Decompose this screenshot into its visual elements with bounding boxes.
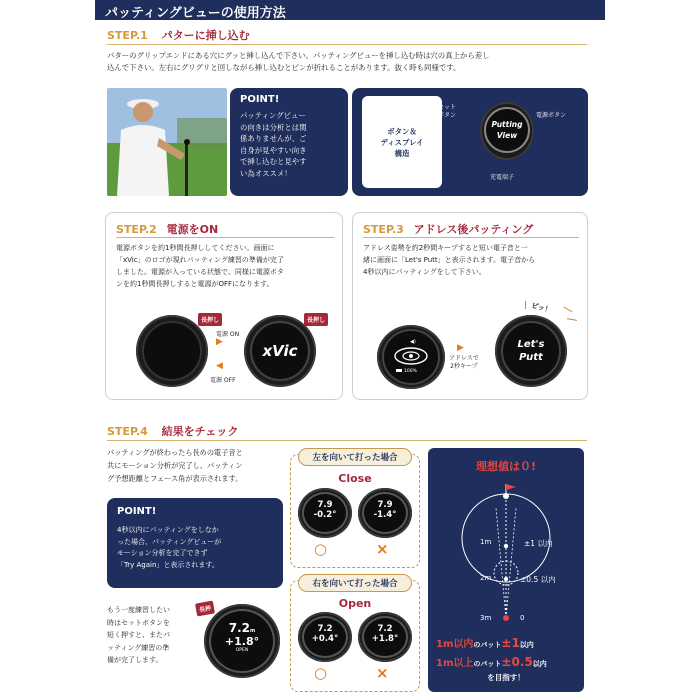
open-a-distance: 7.2 bbox=[317, 624, 333, 634]
step4-body: パッティングが終わったら長めの電子音と 共にモーション分析が完了し、パッティン グ予想距離とフェース角が表示されます。 bbox=[107, 448, 243, 483]
close-a-distance: 7.9 bbox=[317, 500, 333, 510]
structure-label: ボタン＆ ディスプレイ 構造 bbox=[380, 126, 424, 158]
close-label: Close bbox=[338, 472, 372, 485]
step2-heading: 電源をON bbox=[166, 223, 219, 236]
structure-label-box bbox=[362, 96, 442, 188]
ideal-title: 理想値は０! bbox=[475, 460, 537, 473]
result-unit: m bbox=[250, 628, 256, 634]
beep-label: ピッ！ bbox=[530, 301, 553, 315]
step2-body: 電源ボタンを約1秒間長押ししてください。画面に 「xVic」のロゴが現れパッティング練習の準備が完了 しました。電源が入っている状態で、同様に電源ボタ ンを約1秒間長押しすると電源がOFFになります。 bbox=[116, 244, 284, 288]
device-close-a bbox=[298, 488, 352, 538]
press-tag-on: 長押し bbox=[304, 313, 328, 326]
step4-title bbox=[107, 423, 238, 439]
result-status: OPEN bbox=[235, 648, 249, 653]
target-icon bbox=[384, 331, 438, 383]
golfer-photo bbox=[107, 88, 227, 196]
bad-mark-icon: × bbox=[376, 540, 389, 558]
ball-icon bbox=[503, 615, 509, 621]
point-title: POINT! bbox=[117, 506, 157, 517]
open-b-distance: 7.2 bbox=[377, 624, 393, 634]
point-card-step1 bbox=[230, 88, 348, 196]
charge-port-label: 充電端子 bbox=[490, 174, 515, 181]
hold-label: アドレスで 2秒キープ bbox=[449, 355, 479, 370]
putting-view-device bbox=[480, 102, 534, 160]
power-on-label: 電源 ON bbox=[216, 331, 240, 338]
xvic-logo: xVic bbox=[262, 342, 298, 360]
svg-text:◀): ◀) bbox=[410, 339, 416, 345]
power-button-label: 電源ボタン bbox=[536, 112, 567, 119]
zero-label: 0 bbox=[520, 614, 525, 622]
step3-heading: アドレス後パッティング bbox=[413, 223, 534, 236]
step3-body: アドレス姿勢を約2秒間キープすると短い電子音と一 緒に画面に「Let's Putt」と表示されます。電子音から 4秒以内にパッティングをして下さい。 bbox=[363, 244, 536, 276]
arrow-right-icon: ▶ bbox=[216, 337, 223, 347]
power-off-label: 電源 OFF bbox=[210, 377, 236, 384]
step2-title bbox=[116, 221, 218, 237]
flag-icon bbox=[506, 484, 516, 490]
distance-1m: 1m bbox=[480, 538, 492, 546]
point-body: パッティングビュー の向きは分析とは関 係ありませんが、ご 自身が見やすい向き で挿し込むと見やす い為オススメ！ bbox=[240, 111, 307, 178]
beep-ray-icon bbox=[525, 301, 526, 309]
device-close-b bbox=[358, 488, 412, 538]
step1-divider bbox=[107, 44, 587, 45]
open-label: Open bbox=[338, 597, 372, 610]
step3-card bbox=[352, 212, 588, 400]
right-header-pill: 右を向いて打った場合 bbox=[298, 574, 412, 592]
device-powered-off bbox=[136, 315, 208, 387]
device-screen-text: Putting View bbox=[491, 120, 523, 140]
set-button-label: セット ボタン bbox=[438, 104, 457, 119]
retry-note: もう一度練習したい 時はセットボタンを 短く押すと、またパ ッティング練習の準 備が完了します。 bbox=[107, 606, 170, 664]
tolerance-1: ±1 以内 bbox=[524, 539, 553, 548]
ideal-line-2: 1m以上のパット±0.5以内 bbox=[436, 655, 547, 669]
ideal-line-3: を目指す！ bbox=[487, 673, 525, 682]
structure-diagram bbox=[352, 88, 588, 196]
battery-label: 100% bbox=[404, 369, 417, 374]
good-mark-icon: ○ bbox=[314, 540, 328, 558]
open-a-angle: +0.4° bbox=[311, 634, 339, 644]
good-mark-icon: ○ bbox=[314, 664, 328, 682]
left-header-pill: 左を向いて打った場合 bbox=[298, 448, 412, 466]
device-lets-putt-screen bbox=[495, 315, 567, 387]
page-header bbox=[95, 0, 605, 20]
ideal-line-1: 1m以内のパット±1以内 bbox=[436, 636, 534, 650]
arrow-left-icon: ◀ bbox=[216, 361, 223, 371]
tolerance-2: ±0.5 以内 bbox=[520, 575, 556, 584]
result-angle: +1.8° bbox=[224, 635, 260, 648]
bad-mark-icon: × bbox=[376, 664, 389, 682]
distance-3m: 3m bbox=[480, 614, 492, 622]
point-body: 4秒以内にパッティングをしなか った場合、パッティングビューが モーション分析を完了できず 「Try Again」と表示されます。 bbox=[117, 526, 222, 569]
close-a-angle: -0.2° bbox=[313, 510, 337, 520]
step3-title bbox=[363, 221, 533, 237]
arrow-right-icon: ▶ bbox=[457, 343, 464, 353]
point-title: POINT! bbox=[240, 94, 280, 105]
close-b-angle: -1.4° bbox=[373, 510, 397, 520]
press-tag-result: 長押 bbox=[195, 601, 215, 617]
device-open-a bbox=[298, 612, 352, 662]
close-b-distance: 7.9 bbox=[377, 500, 393, 510]
step1-title bbox=[107, 27, 250, 43]
device-open-b bbox=[358, 612, 412, 662]
step1-heading: パターに挿し込む bbox=[161, 29, 250, 42]
step1-body: パターのグリップエンドにある穴にグッと挿し込んで下さい。パッティングビューを挿し込む時は穴の真上から差し 込んで下さい。左右にグリグリと回しながら挿し込むとピンが折れることがあります。抜く時も同様です。 bbox=[107, 51, 490, 72]
step2-number: STEP.2 bbox=[116, 223, 157, 236]
result-distance: 7.2 bbox=[228, 621, 251, 635]
distance-2m: 2m bbox=[480, 574, 492, 582]
step4-number: STEP.4 bbox=[107, 425, 148, 438]
step1-number: STEP.1 bbox=[107, 29, 148, 42]
press-tag-off: 長押し bbox=[198, 313, 222, 326]
open-b-angle: +1.8° bbox=[371, 634, 399, 644]
point-card-step4 bbox=[107, 498, 283, 588]
device-address-screen bbox=[377, 325, 445, 389]
lets-putt-text: Let's Putt bbox=[517, 339, 545, 363]
beep-ray-icon bbox=[563, 307, 572, 313]
beep-ray-icon bbox=[567, 318, 577, 321]
step4-divider bbox=[107, 440, 587, 441]
step2-card bbox=[105, 212, 343, 400]
step3-number: STEP.3 bbox=[363, 223, 404, 236]
step4-heading: 結果をチェック bbox=[161, 425, 239, 438]
ideal-panel bbox=[428, 448, 584, 692]
header-title: パッティングビューの使用方法 bbox=[105, 6, 286, 21]
device-result-screen bbox=[204, 604, 280, 678]
